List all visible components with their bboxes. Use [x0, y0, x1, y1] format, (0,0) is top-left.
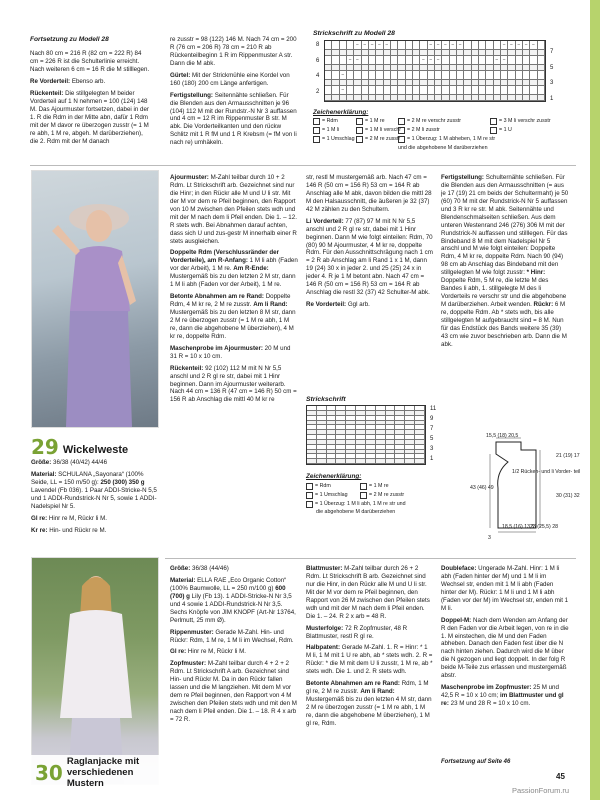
legend-item: = 3 M li verschr zusstr: [490, 118, 551, 125]
chart-cell: [538, 71, 545, 80]
chart-cell: [405, 459, 415, 464]
chart-cell: [347, 95, 354, 101]
paragraph: Größe: 36/38 (44/46): [170, 565, 229, 572]
symbol-icon: [356, 136, 363, 143]
chart-cell: [376, 459, 386, 464]
chart-cell: [376, 71, 383, 80]
chart-cell: [486, 41, 493, 50]
chart-cell: [391, 41, 398, 50]
chart-row-number: 1: [430, 456, 434, 462]
chart-cell: [508, 56, 515, 65]
chart-cell: [369, 56, 376, 65]
symbol-icon: [306, 492, 313, 499]
chart-cell: [435, 71, 442, 80]
symbol-icon: [360, 483, 367, 490]
chart-cell: [376, 95, 383, 101]
chart-cell: [398, 56, 405, 65]
chart-row-number: 5: [550, 64, 554, 71]
chart-cell: [406, 41, 413, 50]
chart-cell: [413, 56, 420, 65]
chart-cell: [420, 41, 427, 50]
paragraph: Doppel-M: Nach dem Wenden am Anfang der R den Faden vor die Arbeit legen, von re in die 1. M einstechen, die M und den Faden abheben. Danach den Faden fest über die N nach hinten ziehen. Dadurch wird die M über die N gezogen und liegt doppelt. In der folg R beide M-Teile zus erfassen und mustergemäß abstr.: [441, 616, 569, 680]
chart-cell: [327, 459, 337, 464]
chart-cell: [472, 95, 479, 101]
paragraph: Doppelte Rdm (Verschlussränder der Vorderteile), am R-Anfang: 1 M li abh (Faden vor der Arbeit), 1 M re. Am R-Ende: Mustergemäß bis zu den letzten 2 M str, dann 1 M li abh (Faden vor der Arbeit), 1 M re.: [170, 249, 298, 289]
chart-cell: [346, 459, 356, 464]
model-29-column-2: [170, 174, 298, 534]
chart-cell: [332, 86, 339, 95]
model-30-photo: [31, 557, 159, 785]
symbol-icon: [313, 118, 320, 125]
chart-cell: [362, 95, 369, 101]
chart-cell: [538, 86, 545, 95]
chart-cell: −: [347, 56, 354, 65]
chart-cell: [406, 86, 413, 95]
chart-cell: [464, 86, 471, 95]
chart-cell: [362, 56, 369, 65]
measure-label: 43 (46) 49: [470, 485, 494, 491]
chart-cell: [486, 71, 493, 80]
model-30-title: [31, 755, 159, 792]
chart-cell: −: [340, 71, 347, 80]
legend-item: = 1 M re: [360, 483, 389, 490]
legend-item: = 1 Überzug: 1 M abheben, 1 M re str: [398, 136, 495, 143]
chart-cell: [494, 41, 501, 50]
chart-cell: [516, 71, 523, 80]
chart-cell: [420, 71, 427, 80]
chart-cell: [362, 86, 369, 95]
legend-item: und die abgehobene M darüberziehen: [398, 145, 488, 151]
chart-cell: [523, 56, 530, 65]
legend-title: Zeichenerklärung:: [313, 109, 369, 116]
chart-cell: [494, 95, 501, 101]
chart-cell: [325, 41, 332, 50]
paragraph: Gl re: Hinr re M, Rückr li M.: [31, 514, 107, 522]
chart-cell: [457, 86, 464, 95]
legend-item: = 1 U: [490, 127, 512, 134]
measure-label: 1/2 Rücken- und li Vorder- teil: [512, 469, 581, 475]
chart-cell: [406, 56, 413, 65]
knitting-chart-grid: [324, 40, 546, 102]
chart-cell: [340, 41, 347, 50]
paragraph: str, restl M mustergemäß arb. Nach 47 cm = 146 R (50 cm = 156 R) 53 cm = 164 R ab Anschlag alle M abk, davon bilden die mittl 28 M den Halsausschnitt, die äußeren je 32 (37) 42 M zählen zu den Schultern.: [306, 174, 432, 213]
chart-cell: [354, 95, 361, 101]
chart-cell: −: [354, 56, 361, 65]
chart-cell: [501, 95, 508, 101]
chart-cell: −: [494, 56, 501, 65]
chart-cell: [398, 71, 405, 80]
chart-cell: [384, 71, 391, 80]
symbol-icon: [398, 118, 405, 125]
chart-cell: [479, 86, 486, 95]
chart-cell: [340, 56, 347, 65]
chart-cell: [516, 56, 523, 65]
paragraph: Fertigstellung: Schulternähte schließen. Für die Blenden aus den Armausschnitten (= aus je 17 (19) 21 cm beids der Schultermaht) je 50 (60) 70 M mit der Rundstrick-N Nr 5 auffassen und 3 R kr re str. M abk. Seitennähte und Blendenschmalseiten schließen. Aus dem unteren Westenrand 246 (276) 306 M mit der Rundstrick-N auffassen und stilllegen. Für das Bindeband 8 M mit dem Nadelspiel Nr 5 anschl und M wie folgt einteilen: Doppelte Rdm, 4 M kr re, doppelte Rdm. Nach 90 (94) 98 cm ab Anschlag das Bindeband mit den stillgelegten M wie folgt zusstr: * Hinr: Doppelte Rdm, 5 M re, die letzte M des Bandes li abh, 1. stillgelegte M des li Vorderteils re verschr str und die abgehobene M darüberziehen. Arbeit wenden. Rückr: 6 M re, doppelte Rdm. Ab * stets wdh, bis alle stillgelegten M aufgebraucht sind = 8 M. Nun für das Endstück des Bands weitere 35 (39) 43 cm wie zuvor beschrieben arb. Dann die M abk.: [441, 174, 569, 348]
woman-figure-icon: [32, 558, 158, 784]
legend-item: = 1 Überzug: 1 M li abh, 1 M re str und: [306, 501, 406, 508]
measure-label: 3: [488, 535, 491, 541]
paragraph: Material: SCHULANA „Sayonara“ (100% Seide, LL = 150 m/50 g): 250 (300) 350 g Lavendel (Fb 036). 1 Paar ADDI-Stricke-N 5,5 und 1 ADDI-Rundstrick-N Nr 5, sowie 1 ADDI-Nadelspiel Nr 5.: [31, 470, 157, 510]
paragraph: Material: ELLA RAE „Eco Organic Cotton“ (100% Baumwolle, LL = 250 m/100 g) 600 (700) g Lily (Fb 13). 1 ADDI-Stricke-N Nr 3,5 und 4 sowie 1 ADDI-Rundstrick-N Nr 3,5. Sechs Knöpfe von JIM KNOPF (Art-Nr 13764, Perlmutt, 25 mm Ø).: [170, 576, 296, 624]
chart-cell: [369, 71, 376, 80]
chart-cell: −: [523, 41, 530, 50]
chart-cell: [501, 71, 508, 80]
chart-cell: [472, 41, 479, 50]
chart-cell: [457, 56, 464, 65]
chart-cell: [332, 95, 339, 101]
chart-cell: [347, 41, 354, 50]
chart-cell: [472, 56, 479, 65]
legend-item: = 1 M re: [356, 118, 385, 125]
chart-cell: [501, 86, 508, 95]
symbol-icon: [306, 483, 313, 490]
chart-cell: [523, 86, 530, 95]
divider: [165, 558, 576, 559]
chart-cell: [354, 86, 361, 95]
chart-cell: [325, 56, 332, 65]
chart-cell: [508, 71, 515, 80]
model-title: Raglanjacke mit verschiedenen Mustern: [66, 756, 140, 789]
chart-row-number: 6: [316, 57, 320, 64]
symbol-icon: [490, 127, 497, 134]
model-30-column-2: [170, 565, 298, 785]
chart-cell: [516, 95, 523, 101]
chart-row-number: 5: [430, 436, 434, 442]
chart-cell: [494, 86, 501, 95]
paragraph: Musterfolge: 72 R Zopfmuster, 48 R Blattmuster, restl R gl re.: [306, 624, 408, 640]
chart-cell: [384, 86, 391, 95]
chart-cell: [376, 86, 383, 95]
chart-cell: [457, 71, 464, 80]
continuation-header: Fortsetzung zu Modell 28: [30, 36, 109, 43]
chart-cell: [354, 71, 361, 80]
chart-cell: [450, 71, 457, 80]
legend-item: = 1 Umschlag: [313, 136, 355, 143]
chart-title: Strickschrift: [306, 396, 346, 403]
legend-item: = 2 M re zusstr: [360, 492, 404, 499]
chart-cell: [479, 41, 486, 50]
chart-cell: [479, 95, 486, 101]
paragraph: Maschenprobe im Zopfmuster: 25 M und 42,5 R = 10 x 10 cm; im Blattmuster und gl re: 23 M und 28 R = 10 x 10 cm.: [441, 684, 564, 707]
chart-cell: −: [435, 56, 442, 65]
chart-cell: −: [501, 41, 508, 50]
measure-label: 21 (19) 17: [556, 453, 580, 459]
chart-cell: [347, 86, 354, 95]
chart-cell: [486, 95, 493, 101]
chart-row-number: 8: [316, 42, 320, 48]
chart-cell: [450, 95, 457, 101]
paragraph: re zusstr = 98 (122) 146 M. Nach 74 cm = 200 R (76 cm = 206 R) 78 cm = 210 R ab Rückenteilbeginn 1 R im Rippenmuster A str. Dann die M abk.: [170, 36, 297, 67]
model-29-title: [31, 437, 128, 457]
chart-cell: −: [420, 56, 427, 65]
model-number: 29: [31, 435, 59, 459]
paragraph: Doubleface: Ungerade M-Zahl. Hinr: 1 M li abh (Faden hinter der M) und 1 M li im Wechsel str, enden mit 1 M li abh (Faden hinter der M). Rückr: 1 M li und 1 M li abh (Faden vor der M) im Wechsel str, enden mit 1 M li.: [441, 565, 569, 612]
chart-cell: [325, 71, 332, 80]
chart-cell: [362, 71, 369, 80]
symbol-icon: [356, 127, 363, 134]
chart-cell: [325, 86, 332, 95]
chart-cell: [538, 95, 545, 101]
chart-cell: [442, 71, 449, 80]
paragraph: Li Vorderteil: 77 (87) 97 M mit N Nr 5,5 anschl und 2 R gl re str, dabei mit 1 Hinr beginnen. Dann M wie folgt einteilen: Rdm, 70 (80) 90 M Ajourmuster, 4 M kr re, doppelte Rdm. Für den Ausschnittschrägung nach 1 cm = 2 R ab Anschlag am li Rand 1 x 1 M, dann 19 (24) 30 x in jeder 2. und 25 (25) 24 x in jeder 4. R je 1 M betont abn. Nach 47 cm = 146 R (50 cm = 156 R) 53 cm = 164 R ab Anschlag die restl 32 (37) 42 Schulter-M abk.: [306, 217, 433, 297]
chart-cell: [332, 56, 339, 65]
chart-cell: [391, 95, 398, 101]
chart-cell: −: [457, 41, 464, 50]
chart-cell: [332, 41, 339, 50]
measure-label: 18,5 (16) 13,5: [502, 524, 535, 530]
chart-title: Strickschrift zu Modell 28: [313, 30, 395, 37]
chart-cell: [413, 86, 420, 95]
watermark: PassionForum.ru: [512, 786, 570, 795]
chart-cell: [530, 71, 537, 80]
chart-cell: [415, 459, 425, 464]
chart-cell: [376, 56, 383, 65]
measure-label: 30 (31) 32: [556, 493, 580, 499]
symbol-icon: [360, 492, 367, 499]
legend-item: = Rdm: [313, 118, 338, 125]
chart-cell: −: [516, 41, 523, 50]
chart-cell: [523, 95, 530, 101]
chart-cell: [398, 95, 405, 101]
symbol-icon: [306, 501, 313, 508]
chart-cell: [442, 56, 449, 65]
chart-cell: [486, 86, 493, 95]
chart-cell: [450, 56, 457, 65]
chart-cell: [391, 86, 398, 95]
paragraph: Gl re: Hinr re M, Rückr li M.: [170, 648, 246, 656]
chart-cell: −: [340, 86, 347, 95]
chart-cell: [369, 86, 376, 95]
legend-item: = 2 M re verschr zusstr: [398, 118, 461, 125]
model-title: Wickelweste: [62, 444, 129, 457]
chart-row-number: 4: [316, 73, 320, 79]
paragraph: Rippenmuster: Gerade M-Zahl. Hin- und Rückr: Rdm, 1 M re, 1 M li im Wechsel, Rdm.: [170, 628, 294, 644]
chart-cell: [464, 41, 471, 50]
chart-cell: [450, 86, 457, 95]
paragraph: Gürtel: Mit der Strickmühle eine Kordel von 160 (180) 200 cm Länge anfertigen.: [170, 71, 290, 87]
chart-cell: [336, 459, 346, 464]
chart-cell: [516, 86, 523, 95]
legend-item: = 1 M li: [313, 127, 339, 134]
measure-label: 15,5 (18) 20,5: [486, 433, 519, 439]
chart-cell: −: [428, 41, 435, 50]
chart-cell: [369, 95, 376, 101]
symbol-icon: [398, 127, 405, 134]
chart-cell: −: [384, 41, 391, 50]
chart-cell: −: [501, 56, 508, 65]
chart-cell: [464, 95, 471, 101]
chart-cell: −: [369, 41, 376, 50]
chart-cell: [317, 459, 327, 464]
chart-cell: [332, 71, 339, 80]
woman-figure-icon: [32, 171, 158, 427]
symbol-icon: [356, 118, 363, 125]
legend-title: Zeichenerklärung:: [306, 473, 362, 480]
chart-cell: [435, 95, 442, 101]
chart-cell: [391, 56, 398, 65]
paragraph: Kr re: Hin- und Rückr re M.: [31, 526, 107, 534]
chart-cell: [523, 71, 530, 80]
model-30-column-3: [306, 565, 434, 785]
model-30-column-4: [441, 565, 569, 745]
legend-item: = Rdm: [306, 483, 331, 490]
paragraph: Re Vorderteil: Ggl arb.: [306, 301, 370, 309]
chart-cell: [530, 56, 537, 65]
chart-cell: [442, 86, 449, 95]
chart-row-number: 9: [430, 416, 434, 422]
chart-cell: [413, 41, 420, 50]
symbol-icon: [313, 136, 320, 143]
chart-row-number: 7: [430, 426, 434, 432]
chart-cell: −: [435, 41, 442, 50]
chart-cell: [486, 56, 493, 65]
chart-cell: [530, 86, 537, 95]
chart-cell: [479, 56, 486, 65]
model-29-photo: [31, 170, 159, 428]
chart-cell: [384, 56, 391, 65]
chart-cell: [472, 86, 479, 95]
chart-cell: [442, 95, 449, 101]
green-side-bar: [590, 0, 600, 800]
chart-row-number: 11: [430, 406, 437, 412]
chart-cell: [347, 71, 354, 80]
chart-cell: [464, 71, 471, 80]
chart-row-number: 2: [316, 88, 320, 95]
legend-item: = 1 Umschlag: [306, 492, 348, 499]
model-29-column-4: [441, 174, 569, 404]
chart-cell: [391, 71, 398, 80]
page-number: 45: [556, 772, 565, 781]
chart-cell: [366, 459, 376, 464]
chart-cell: −: [376, 41, 383, 50]
chart-cell: [479, 71, 486, 80]
chart-row-number: 3: [550, 80, 554, 86]
chart-cell: [494, 71, 501, 80]
knitting-chart-grid-2: [306, 405, 426, 465]
paragraph: Rückenteil: Die stillgelegten M beider Vorderteil auf 1 N nehmen = 100 (124) 148 M. Das Ajourmuster fortsetzen, dabei in der 1. R die Rdm in der Mitte abn, dafür 1 Rdm mit der M davor re überzogen zusstr (= 1 M re abh, 1 M re, abgeh. M darüberziehen), die 2. Rdm mit der M danach: [30, 90, 149, 145]
chart-cell: [428, 95, 435, 101]
symbol-icon: [313, 127, 320, 134]
chart-cell: [435, 86, 442, 95]
chart-cell: [413, 71, 420, 80]
paragraph: Maschenprobe im Ajourmuster: 20 M und 31 R = 10 x 10 cm.: [170, 344, 291, 360]
chart-cell: −: [450, 41, 457, 50]
chart-cell: [325, 95, 332, 101]
paragraph: Größe: 36/38 (40/42) 44/46: [31, 459, 108, 466]
chart-cell: [464, 56, 471, 65]
chart-row-number: 7: [550, 49, 554, 55]
chart-cell: [384, 95, 391, 101]
chart-cell: [530, 95, 537, 101]
paragraph: Blattmuster: M-Zahl teilbar durch 26 + 2 Rdm. Lt Strickschrift B arb. Gezeichnet sind nur die Hinr, in den Rückr alle M und U li str. Mit der M vor dem re Pfeil beginnen, den Rapport von 26 M zwischen den Pfeilen stets wdh und mit der M nach dem li Pfeil enden. Die 1. – 24. R 2 x arb = 48 R.: [306, 565, 430, 620]
paragraph: Zopfmuster: M-Zahl teilbar durch 4 + 2 + 2 Rdm. Lt Strickschrift A arb. Gezeichnet sind Hin- und Rückr M. Da in den Rückr fallen lassen und die M langziehen. Mit dem M vor dem re Pfeil beginnen, den Rapport von 4 M zwischen den Pfeilen stets wdh und mit den M nach dem li Pfeil enden. Die 1. – 18. R 4 x arb = 72 R.: [170, 660, 297, 723]
chart-cell: [538, 41, 545, 50]
chart-cell: −: [530, 41, 537, 50]
chart-cell: [428, 86, 435, 95]
chart-cell: [538, 56, 545, 65]
chart-cell: −: [354, 41, 361, 50]
chart-cell: [395, 459, 405, 464]
chart-cell: [508, 86, 515, 95]
chart-cell: −: [442, 41, 449, 50]
chart-cell: [340, 95, 347, 101]
chart-cell: [472, 71, 479, 80]
chart-cell: [457, 95, 464, 101]
chart-cell: [420, 86, 427, 95]
paragraph: Nach 80 cm = 216 R (82 cm = 222 R) 84 cm = 226 R ist die Schulterlinie erreicht. Nach weiteren 6 cm = 16 R die M stilllegen.: [30, 50, 150, 74]
paragraph: Betonte Abnahmen am re Rand: Rdm, 1 M gl re, 2 M re zusstr. Am li Rand: Mustergemäß bis zu den letzten 4 M str, dann 2 M re überzogen zusstr (= 1 M re abh, 1 M re, dann die abgehobene M überziehen), 1 M gl re, Rdm.: [306, 680, 432, 727]
chart-cell: [398, 86, 405, 95]
chart-row-number: 3: [430, 446, 434, 452]
chart-cell: [356, 459, 366, 464]
legend-item: = 2 M re zusstr: [356, 136, 400, 143]
chart-cell: −: [428, 56, 435, 65]
chart-cell: [307, 459, 317, 464]
chart-cell: [413, 95, 420, 101]
measure-label: 23 (25,5) 28: [530, 524, 558, 530]
symbol-icon: [398, 136, 405, 143]
chart-cell: −: [508, 41, 515, 50]
model-29-column-3: [306, 174, 434, 374]
chart-cell: −: [362, 41, 369, 50]
paragraph: Rückenteil: 92 (102) 112 M mit N Nr 5,5 anschl und 2 R gl re str, dabei mit 1 Hinr beginnen. Dann im Ajourmuster weiterarb. Nach 44 cm = 136 R (47 cm = 146 R) 50 cm = 156 R ab Anschlag die mittl 40 M kr re: [170, 364, 297, 404]
chart-cell: [406, 95, 413, 101]
continuation-footer: Fortsetzung auf Seite 46: [441, 759, 511, 765]
chart-cell: [508, 95, 515, 101]
chart-cell: [420, 95, 427, 101]
chart-row-number: 1: [550, 95, 554, 102]
paragraph: Betonte Abnahmen am re Rand: Doppelte Rdm, 4 M kr re, 2 M re zusstr. Am li Rand: Mustergemäß bis zu den letzten 8 M str, dann 2 M re überzogen zusstr (= 1 M re abh, 1 M re, dann die abgehobene M überziehen), 4 M kr re, doppelte Rdm.: [170, 293, 296, 340]
divider: [30, 165, 576, 166]
paragraph: Re Vorderteil: Ebenso arb.: [30, 78, 106, 86]
symbol-icon: [490, 118, 497, 125]
chart-cell: [386, 459, 396, 464]
paragraph: Ajourmuster: M-Zahl teilbar durch 10 + 2 Rdm. Lt Strickschrift arb. Gezeichnet sind nur die Hinr; in den Rückr alle M und U li str. Mit der M vor dem re Pfeil beginnen, den Rapport von 10 M zwischen den Pfeilen stets wdh und mit der M nach dem li Pfeil enden. Die 1. – 12. R stets wdh. Bei Abnahmen darauf achten, dass sich U und zus-gestr M innerhalb einer R stets ausgleichen.: [170, 174, 297, 245]
legend-item: = 1 M li verschr: [356, 127, 401, 134]
chart-cell: [428, 71, 435, 80]
model-29-details: [31, 459, 159, 549]
chart-cell: [406, 71, 413, 80]
legend-item: die abgehobene M darüberziehen: [316, 509, 396, 515]
chart-cell: [398, 41, 405, 50]
paragraph: Halbpatent: Gerade M-Zahl. 1. R = Hinr: * 1 M li, 1 M mit 1 U re abh, ab * stets wdh. 2. R = Rückr: * die M mit dem U li zusstr, 1 M re, ab * stets wdh. Die 1. und 2. R stets wdh.: [306, 644, 433, 676]
legend-item: = 2 M li zusstr: [398, 127, 440, 134]
paragraph: Fertigstellung: Seitennähte schließen. Für die Blenden aus den Armausschnitten je 96 (104) 112 M mit der Rundstr.-N Nr 3 auffassen und 4 cm = 12 R im Rippenmuster B str. M abk. Die Vorderteilkanten und den rückw Schlitz mit 1 R fM und 1 R Krebsm (= fM von li nach re) umhäkeln.: [170, 91, 297, 147]
model-number: 30: [35, 761, 63, 786]
